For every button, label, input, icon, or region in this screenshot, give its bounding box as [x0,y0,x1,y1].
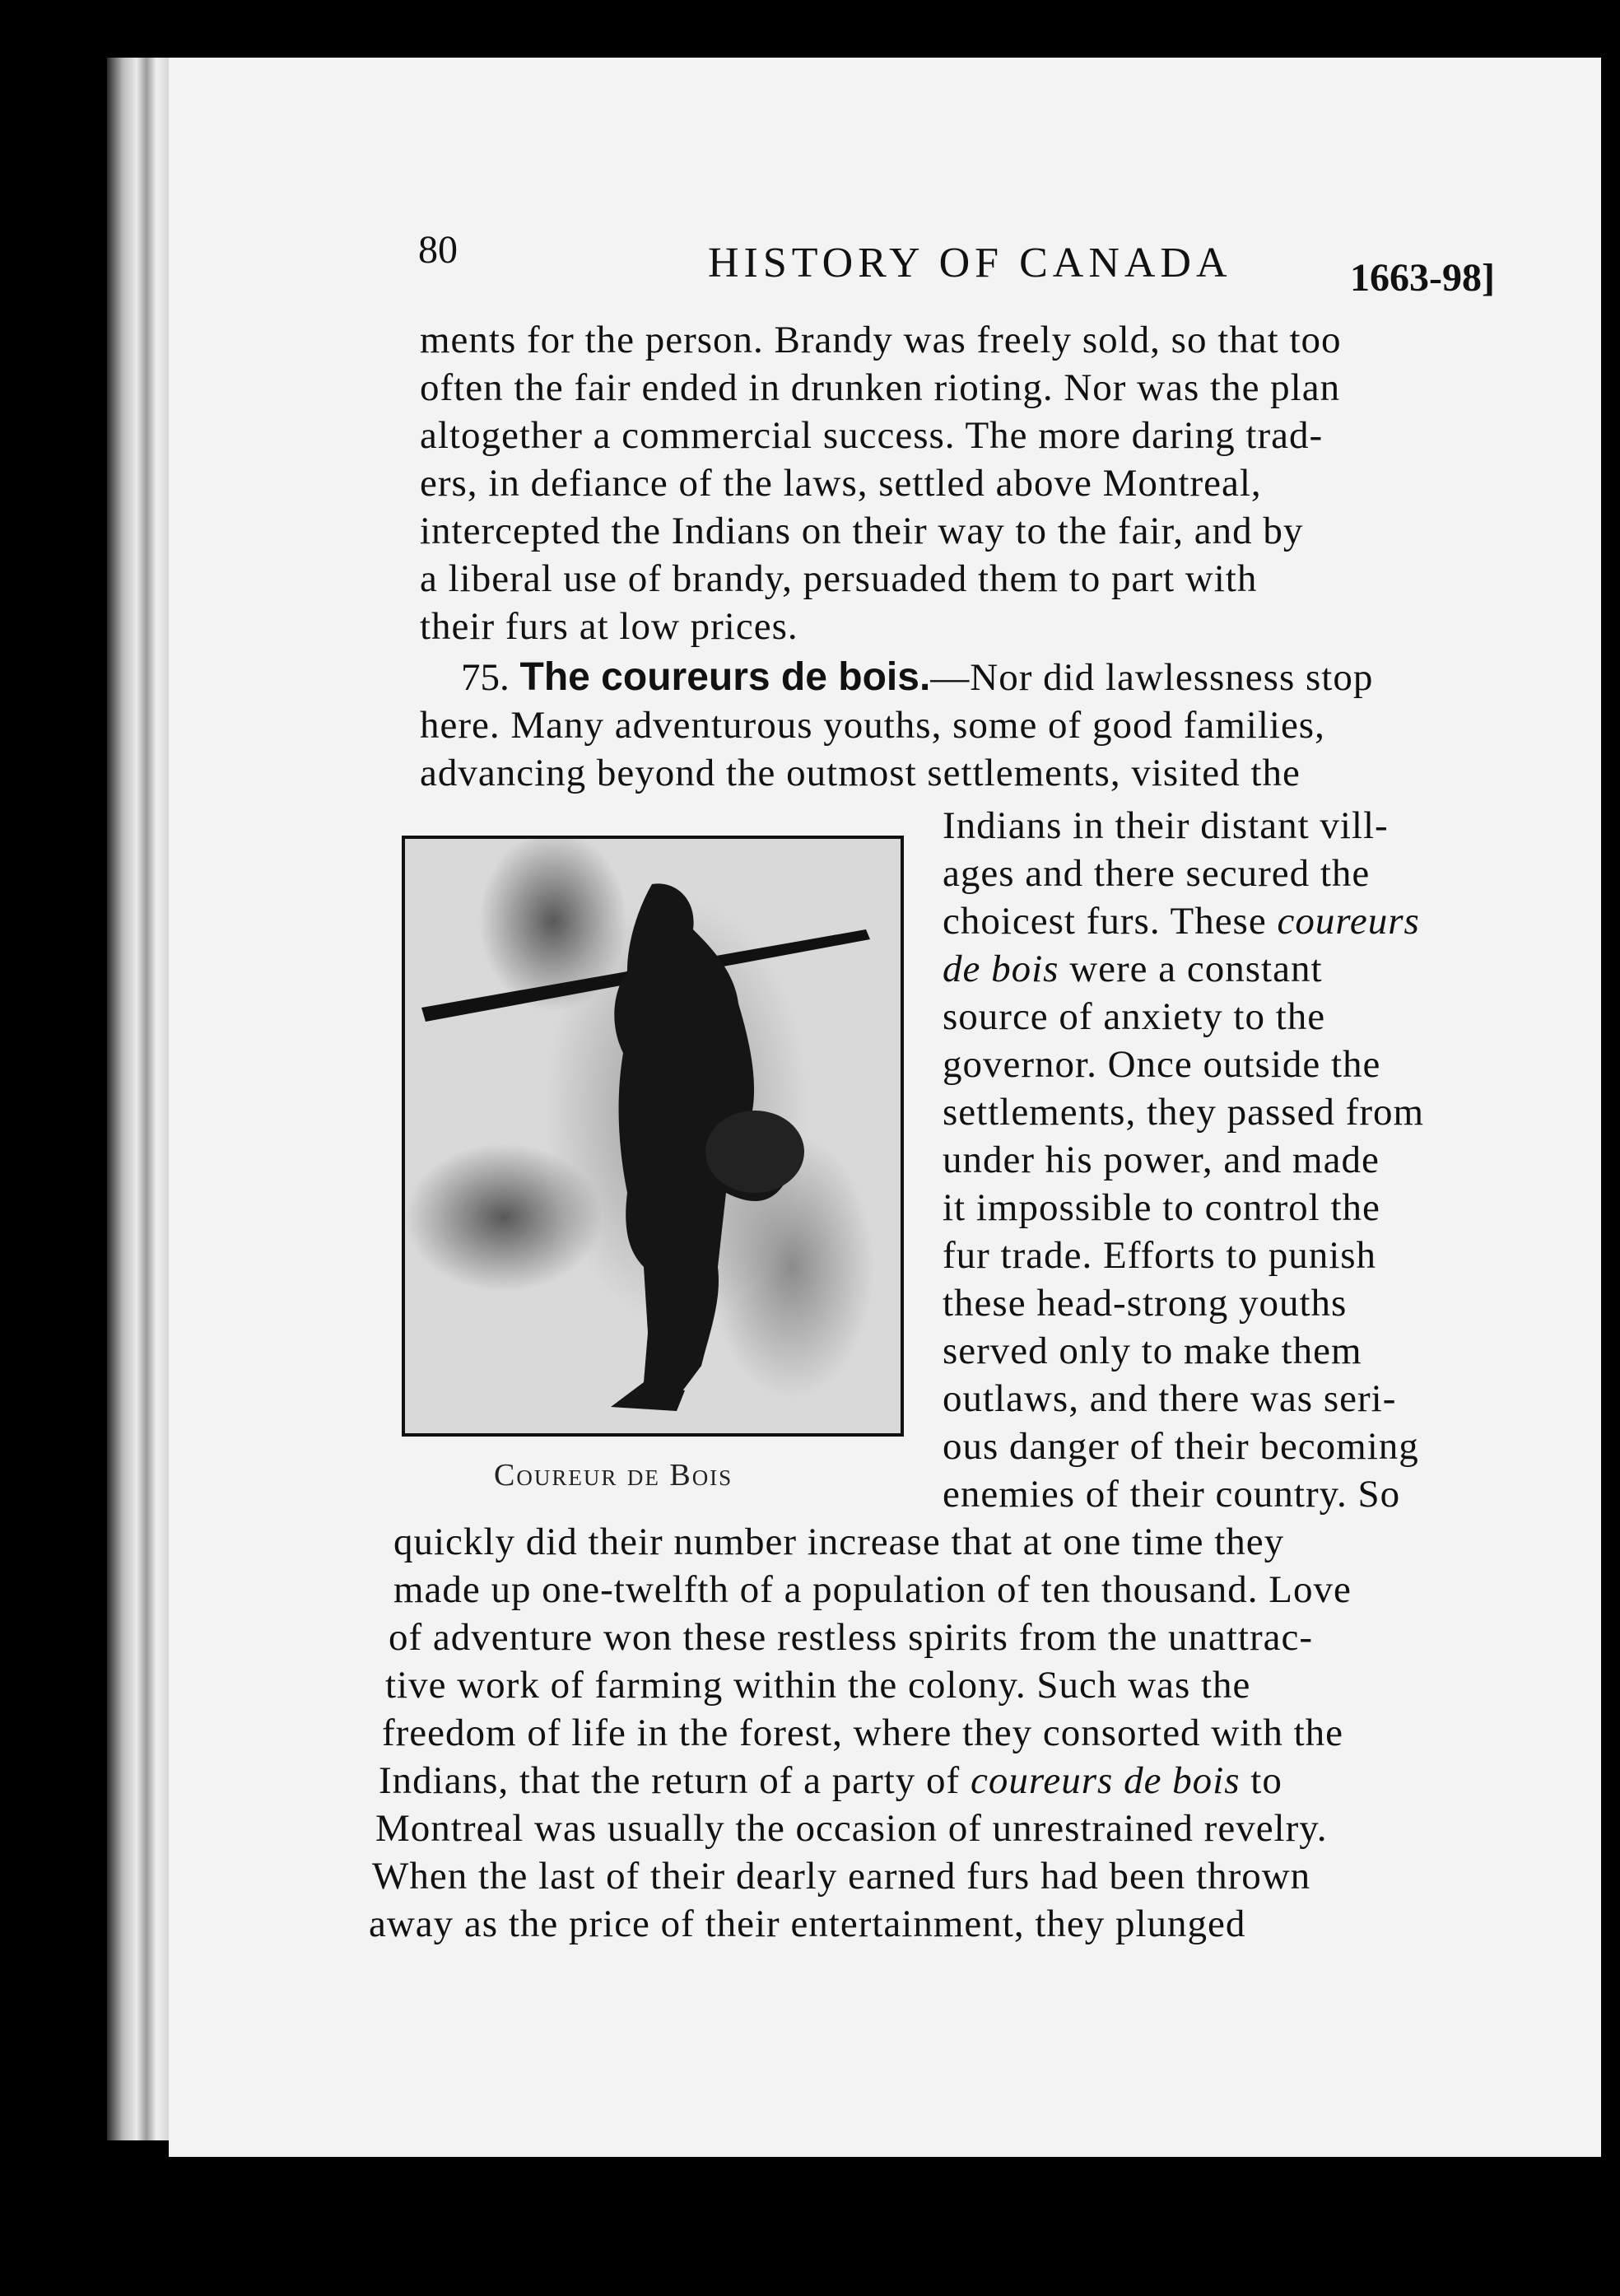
text-line: served only to make them [943,1330,1362,1372]
text-line: of adventure won these restless spirits from the unattrac- [389,1616,1314,1659]
text-line: ous danger of their becoming [943,1425,1419,1468]
text-segment: were a constant [1059,948,1323,990]
text-segment: to [1240,1759,1282,1802]
text-line: settlements, they passed from [943,1091,1425,1134]
book-spine [107,58,173,2140]
italic-term: de bois [943,948,1059,990]
text-line: their furs at low prices. [420,605,798,648]
italic-term: coureurs [1277,900,1420,943]
text-line [943,946,1323,992]
text-line: When the last of their dearly earned furs had been thrown [372,1855,1311,1898]
text-line: ages and there secured the [943,852,1371,895]
text-line: ments for the person. Brandy was freely sold, so that too [420,319,1342,361]
coureur-de-bois-image [405,839,901,1433]
figure-caption: Coureur de Bois [494,1458,733,1493]
text-segment: choicest furs. These [943,900,1267,943]
text-line: it impossible to control the [943,1186,1380,1229]
text-line: away as the price of their entertainment, they plunged [369,1902,1246,1945]
text-line: altogether a commercial success. The more daring trad- [420,414,1324,457]
text-segment: Indians, that the return of a party of [379,1759,961,1802]
text-line [379,1758,1282,1804]
date-range: 1663-98] [1350,256,1495,300]
section-lead: —Nor did lawlessness stop [930,656,1374,699]
italic-term: coureurs de bois [970,1759,1241,1802]
text-line: these head-strong youths [943,1282,1348,1325]
page-number: 80 [418,228,458,272]
text-line: often the fair ended in drunken rioting. Nor was the plan [420,366,1341,409]
text-line: outlaws, and there was seri- [943,1377,1397,1420]
section-number: 75. [461,656,510,699]
text-line: quickly did their number increase that at one time they [393,1521,1285,1563]
text-line: under his power, and made [943,1139,1380,1181]
text-line: made up one-twelfth of a population of ten thousand. Love [393,1568,1352,1611]
text-line: enemies of their country. So [943,1473,1401,1516]
text-line: freedom of life in the forest, where they consorted with the [382,1712,1344,1754]
text-line: here. Many adventurous youths, some of good families, [420,704,1325,747]
running-title: HISTORY OF CANADA [708,240,1232,286]
text-line: governor. Once outside the [943,1043,1381,1086]
section-heading: The coureurs de bois. [519,655,931,699]
text-line: tive work of farming within the colony. Such was the [385,1664,1251,1707]
text-line [943,898,1420,944]
text-line: advancing beyond the outmost settlements, visited the [420,752,1301,794]
section-heading-line [461,654,1373,701]
text-line: ers, in defiance of the laws, settled above Montreal, [420,462,1262,505]
text-line: Montreal was usually the occasion of unrestrained revelry. [375,1807,1328,1850]
text-line: a liberal use of brandy, persuaded them to part with [420,557,1258,600]
text-line: Indians in their distant vill- [943,804,1389,847]
text-line: intercepted the Indians on their way to the fair, and by [420,510,1304,552]
text-line: source of anxiety to the [943,995,1326,1038]
figure-illustration [402,836,904,1437]
text-line: fur trade. Efforts to punish [943,1234,1377,1277]
